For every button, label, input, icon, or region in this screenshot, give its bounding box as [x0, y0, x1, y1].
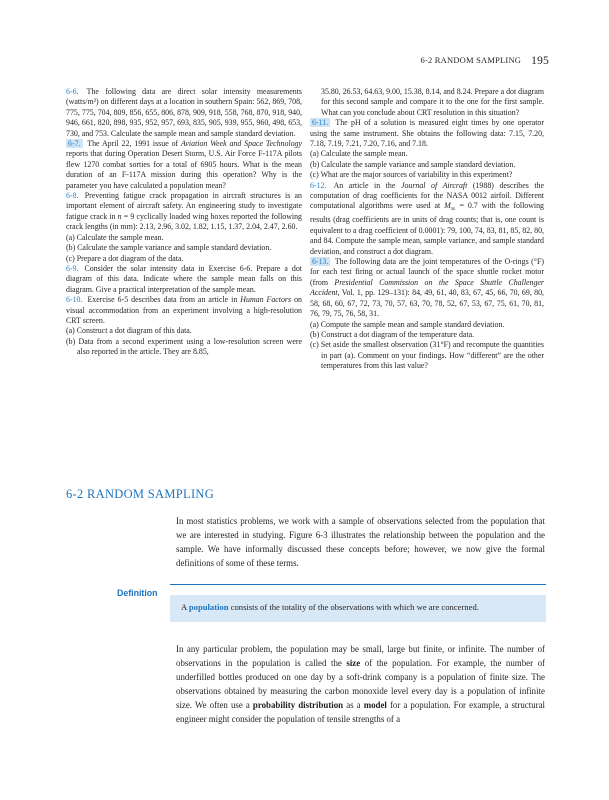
exercise-text: The pH of a solution is measured eight times by one operator using the same instrument. She obtains the following data: 7.15, 7.20, 7.18, 7.19, 7.21, 7.20, 7.16, and 7.18.	[310, 118, 544, 149]
key-term: size	[346, 658, 361, 668]
exercise-text: The following data are direct solar intensity measurements (watts/m²) on different days at a location in southern Spain: 562, 869, 708, 775, 775, 704, 809, 856, 655, 806, 878, 909, 918, 558, 768, 870, 918, 940, 946, 661, 820, 898, 935, 952, 957, 693, 835, 905, 939, 955, 960, 498, 653, 730, and 753. Calculate the sample mean and sample standard deviation.	[66, 87, 302, 138]
journal-title: Presidential Commission on the Space Shuttle Challenger Accident	[310, 277, 544, 298]
exercise-part: (c) Prepare a dot diagram of the data.	[66, 253, 184, 263]
definition-text-part: consists of the totality of the observations with which we are concerned.	[228, 602, 479, 612]
exercise-6-12	[310, 181, 544, 257]
exercise-part: (a) Calculate the sample mean.	[310, 149, 408, 159]
exercise-number: 6-9.	[66, 263, 79, 273]
exercise-text: The April 22, 1991 issue of	[87, 139, 182, 149]
exercise-part: (b) Data from a second experiment using a low-resolution screen were also reported in the article. They are 8.85,	[66, 336, 302, 357]
key-term: probability distribution	[252, 700, 344, 710]
variable: M	[444, 201, 451, 211]
exercise-part: (c) Set aside the smallest observation (31°F) and recompute the quantities in part (a). Comment on your findings. How “different” are the other temperatures from this last value?	[310, 340, 544, 371]
exercise-text: = 9 cyclically loaded wing boxes reported the following crack lengths (in mm): 2.13, 2.96, 3.02, 1.82, 1.15, 1.37, 2.04, 2.47, 2.60.	[66, 211, 303, 232]
paragraph-text: for a population. For example, a structural engineer might consider the population of tensile strengths of a	[176, 700, 545, 724]
exercise-text: The following data are the joint temperatures of the O-rings (°F) for each test firing or actual launch of the space shuttle rocket motor (from	[310, 257, 544, 287]
exercise-6-10-continued: 35.80, 26.53, 64.63, 9.00, 15.38, 8.14, and 8.24. Prepare a dot diagram for this second sample and compare it to the one for the first sample. What can you conclude about CRT resolution in this situation?	[321, 87, 544, 117]
exercise-text: on visual accommodation from an experiment involving a high-resolution CRT screen.	[66, 295, 302, 325]
running-header	[421, 55, 549, 67]
definition-text	[181, 602, 479, 612]
exercise-text: An article in the	[333, 180, 401, 190]
exercise-number: 6-8.	[66, 191, 79, 201]
exercises-right-column	[310, 87, 544, 372]
exercise-text: = 0.7 with the following results (drag coefficients are in units of drag counts; that is, one count is equivalent to a drag coefficient of 0.0001): 79, 100, 74, 83, 81, 85, 82, 80, and 84. Compute the sample mean, sample variance, and sample standard deviation, and construct a dot diagram.	[310, 201, 544, 256]
exercise-text: Preventing fatigue crack propagation in aircraft structures is an important element of aircraft safety. An engineering study to investigate fatigue crack in	[66, 191, 302, 221]
exercise-part: (b) Calculate the sample variance and sample standard deviation.	[66, 243, 272, 253]
section-heading: 6-2 RANDOM SAMPLING	[66, 487, 215, 501]
definition-term: population	[188, 602, 229, 612]
header-section: 6-2 RANDOM SAMPLING	[420, 55, 522, 65]
definition-box	[170, 584, 546, 624]
exercise-6-9	[66, 264, 302, 295]
exercise-text: , Vol. 1, pp. 129–131): 84, 49, 61, 40, 83, 67, 45, 66, 70, 69, 80, 58, 68, 60, 67, 72, 73, 70, 57, 63, 70, 78, 52, 67, 53, 67, 75, 61, 70, 81, 76, 79, 75, 76, 58, 31.	[310, 288, 544, 319]
journal-title: Human Factors	[240, 295, 292, 305]
exercise-number: 6-7.	[68, 139, 81, 149]
exercise-part: (b) Calculate the sample variance and sample standard deviation.	[310, 159, 516, 169]
journal-title: Journal of Aircraft	[400, 180, 468, 190]
exercise-text: (1988) describes the computation of drag coefficients for the NASA 0012 airfoil. Different computational algorithms were used at	[310, 180, 545, 211]
exercise-part: (a) Compute the sample mean and sample standard deviation.	[310, 319, 505, 329]
paragraph-text: of the population. For example, the number of underfilled bottles produced on one day by a soft-drink company is a population of finite size. The observations obtained by measuring the carbon monoxide level every day is a population of infinite size. We often use a	[176, 658, 545, 710]
exercise-6-7	[66, 139, 302, 191]
exercise-6-10	[66, 295, 302, 326]
exercise-text: reports that during Operation Desert Storm, U.S. Air Force F-117A pilots flew 1270 combat sorties for a total of 6905 hours. What is the mean duration of an F-117A mission during this operation? Why is the parameter you have calculated a population mean?	[66, 149, 302, 190]
subscript: ∞	[450, 206, 456, 214]
variable: n	[117, 211, 122, 221]
exercise-part: (b) Construct a dot diagram of the temperature data.	[310, 329, 475, 339]
exercise-number: 6-13.	[312, 257, 329, 267]
key-term: model	[363, 700, 387, 710]
intro-paragraph: In most statistics problems, we work with a sample of observations selected from the population that we are interested in studying. Figure 6-3 illustrates the relationship between the population and the sample. We have informally discussed these concepts before; however, we now give the formal definitions of some of these terms.	[176, 516, 545, 568]
exercise-part: (c) What are the major sources of variability in this experiment?	[310, 170, 513, 180]
journal-title: Aviation Week and Space Technology	[181, 139, 302, 149]
exercise-text: Consider the solar intensity data in Exercise 6-6. Prepare a dot diagram of this data. Indicate where the sample mean falls on this diagram. Give a practical interpretation of the sample mean.	[66, 263, 302, 294]
exercise-6-13	[310, 257, 544, 319]
exercise-number: 6-11.	[312, 118, 329, 128]
exercise-6-11	[310, 118, 544, 149]
definition-label: Definition	[117, 588, 158, 598]
exercise-number: 6-10.	[66, 295, 83, 305]
exercise-text: Exercise 6-5 describes data from an article in	[87, 295, 241, 305]
page-number: 195	[531, 55, 549, 67]
definition-text-part: A	[181, 602, 189, 612]
exercise-part: (a) Calculate the sample mean.	[66, 232, 164, 242]
paragraph-text: In any particular problem, the population may be small, large but finite, or infinite. The number of observations in the population is called the	[176, 644, 545, 668]
exercise-part: (a) Construct a dot diagram of this data.	[66, 326, 192, 336]
exercise-6-6	[66, 87, 302, 139]
exercise-6-8	[66, 191, 302, 233]
exercises-left-column	[66, 87, 302, 358]
population-paragraph	[176, 642, 545, 726]
definition-rule	[170, 584, 546, 585]
exercise-number: 6-6.	[66, 87, 79, 96]
exercise-number: 6-12.	[310, 180, 327, 190]
paragraph-text: as a	[343, 700, 364, 710]
